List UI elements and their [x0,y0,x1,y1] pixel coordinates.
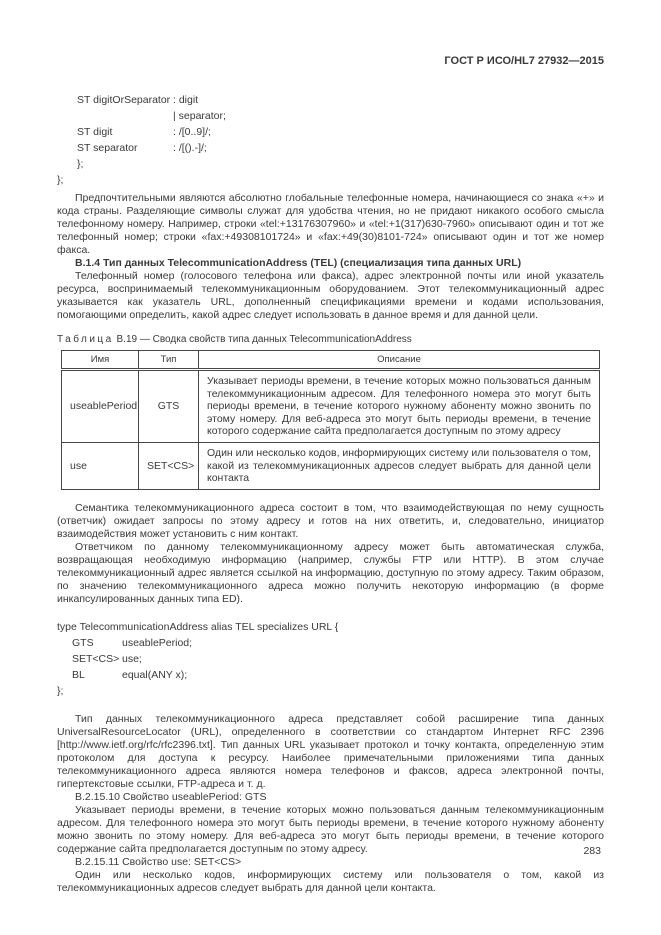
paragraph-useableperiod: Указывает периоды времени, в течение которых можно пользоваться данным телекоммуникационным адресом. Для телефонного номера это могут быть периоды времени, в течение которого нужному абоненту можно звонить по этому номеру. Для веб-адреса это могут быть периоды времени, в течение которого содержание сайта предполагается доступным по этому адресу. [57,803,604,855]
code-close-outer [57,172,604,188]
code-label: ST separator [77,142,138,154]
code-line [57,140,604,156]
table-caption [57,333,604,346]
code-label: ST digitOrSeparator [77,94,171,106]
code-label: BL [72,668,85,681]
column-header-description: Описание [199,351,600,370]
cell-property-name: useablePeriod [62,370,139,443]
cell-property-name: use [62,442,139,489]
code-value: type TelecommunicationAddress alias TEL specializes URL { [57,620,339,633]
cell-property-description: Один или несколько кодов, информирующих систему или пользователя о том, какой из телекоммуникационных адресов следует выбрать для данной цели контакта [199,442,600,489]
code-line [57,635,604,651]
paragraph-semantics: Семантика телекоммуникационного адреса состоит в том, что взаимодействующая по нему сущность (ответчик) ожидает запросы по этому адресу и готов на них ответить, и, следовательно, инициатор взаимодействия может установить с ним контакт. [57,501,604,540]
page-content [57,55,604,895]
code-value: : /[().-]/; [173,142,207,154]
table-caption-title: В.19 — Сводка свойств типа данных TelecommunicationAddress [116,334,412,345]
paragraph-tel-definition: Телефонный номер (голосового телефона или факса), адрес электронной почты или иной указатель ресурса, воспринимаемый телекоммуникационным оборудованием. Этот телекоммуникационный адрес указывается как указатель URL, дополненный спецификациями времени и кодами использования, помогающими определить, какой адрес следует использовать в данное время и для данной цели. [57,270,604,321]
code-line [57,108,604,124]
column-header-name: Имя [62,351,139,370]
code-value: equal(ANY x); [122,668,188,681]
code-label: ST digit [77,126,113,138]
code-value: : digit [173,94,199,106]
code-value: }; [57,684,64,697]
paragraph-use-codes: Один или несколько кодов, информирующих систему или пользователя о том, какой из телекоммуникационных адресов следует выбрать для данной цели контакта. [57,868,604,894]
cell-property-type: SET<CS> [139,442,199,489]
heading-b21511: В.2.15.11 Свойство use: SET<CS> [75,855,242,868]
code-label: GTS [72,636,94,649]
code-line [57,667,604,683]
code-block-digit-separator [57,92,604,188]
cell-property-description: Указывает периоды времени, в течение которых можно пользоваться данным телекоммуникационным адресом. Для телефонного номера это могут быть периоды времени, в течение которого нужному абоненту можно звонить по этому номеру. Для веб-адреса это могут быть периоды времени, в течение которого содержание сайта предполагается доступным по этому адресу [199,370,600,443]
heading-b14: В.1.4 Тип данных TelecommunicationAddress (TEL) (специализация типа данных URL) [75,257,522,269]
code-open [57,619,604,635]
page-number: 283 [583,845,601,857]
paragraph-preferred-numbers: Предпочтительными являются абсолютно глобальные телефонные номера, начинающиеся со знака «+» и кода страны. Разделяющие символы служат для удобства чтения, но не придают никакого особого смысла телефонному номеру. Например, строки «tel:+13176307960» и «tel:+1(317)630-7960» описывают один и тот же телефонный номер; строки «fax:+49308101724» и «fax:+49(30)8101-724» описывают один и тот же номер факса. [57,192,604,256]
cell-property-type: GTS [139,370,199,443]
code-close [57,683,604,699]
code-value: useablePeriod; [122,636,193,649]
code-close-inner [57,156,604,172]
code-line [57,124,604,140]
code-value: use; [122,652,142,665]
code-value: }; [77,158,84,170]
code-label [77,108,173,124]
code-value: : /[0..9]/; [173,126,211,138]
code-line [57,92,604,108]
column-header-type: Тип [139,351,199,370]
properties-summary-table [61,350,600,490]
paragraph-url-extension: Тип данных телекоммуникационного адреса представляет собой расширение типа данных UniversalResourceLocator (URL), определенного в соответствии со стандартом Интернет RFC 2396 [http://www.ietf.org/rfc/rfc2396.txt]. Тип данных URL указывает протокол и точку контакта, определенную этим протоколом для доступа к ресурсу. Наиболее примечательными приложениями типа данных телекоммуникационного адреса являются номера телефонов и факсов, адреса электронной почты, гипертекстовые ссылки, FTP-адреса и т. д. [57,712,604,790]
paragraph-responder: Ответчиком по данному телекоммуникационному адресу может быть автоматическая служба, возвращающая необходимую информацию (например, службы FTP или HTTP). В этом случае телекоммуникационный адрес является ссылкой на информацию, доступную по этому адресу. Таким образом, по значению телекоммуникационного адреса можно получить некоторую информацию (в форме инкапсулированных данных типа ED). [57,540,604,605]
document-title-header: ГОСТ Р ИСО/HL7 27932—2015 [444,55,604,67]
table-row [62,442,600,489]
table-row [62,370,600,443]
code-block-tel-type [57,619,604,699]
code-value: }; [57,174,64,186]
code-value: | separator; [173,110,226,122]
code-line [57,651,604,667]
table-header-row [62,351,600,370]
heading-b21510: В.2.15.10 Свойство useablePeriod: GTS [75,790,267,803]
code-label: SET<CS> [72,652,120,665]
table-caption-label: Таблица [57,334,114,345]
